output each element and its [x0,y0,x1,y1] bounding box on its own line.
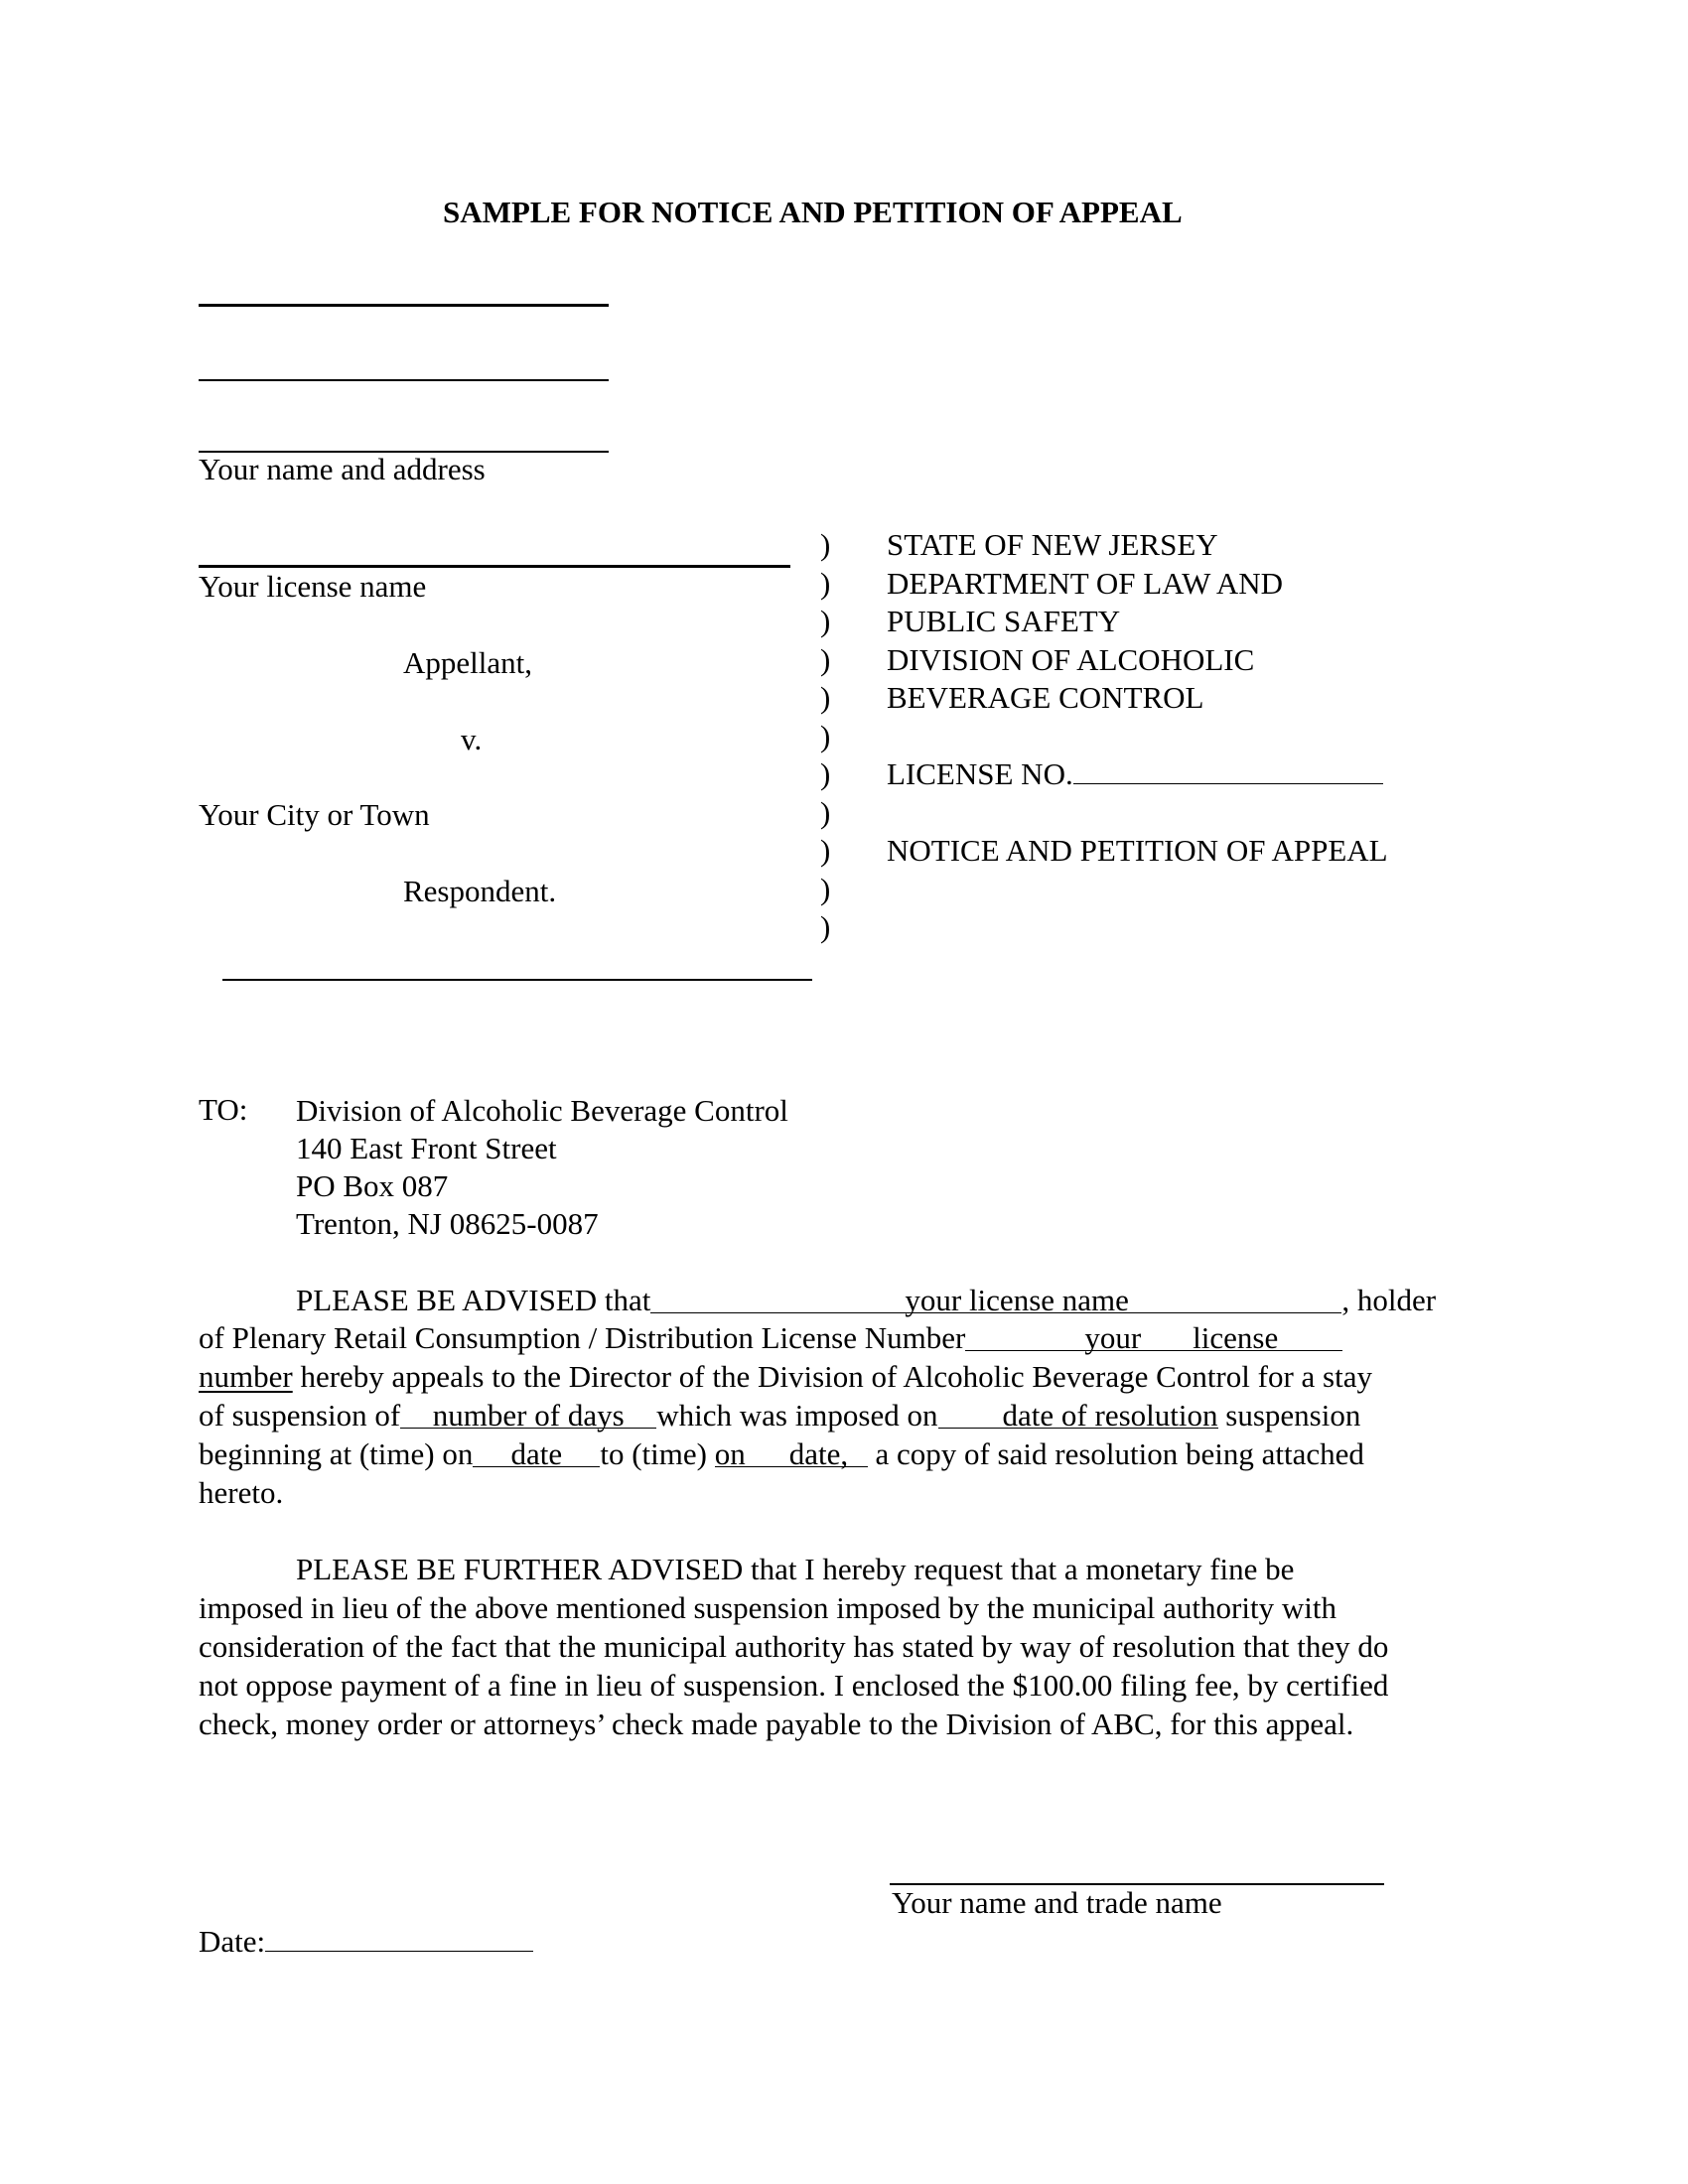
recipient-address [296,1092,788,1243]
license-name-label: Your license name [199,569,427,604]
blank-text: your license name [905,1283,1129,1317]
license-no-field[interactable] [1073,755,1383,784]
text: of suspension of [199,1398,401,1433]
blank-text: date [510,1436,563,1471]
paragraph-2-line-1: PLEASE BE FURTHER ADVISED that I hereby request that a monetary fine be [296,1552,1295,1586]
blank-text: your [1084,1320,1142,1355]
date-field[interactable] [265,1925,533,1952]
license-number-blank[interactable] [965,1320,1342,1355]
paragraph-1-line-4 [199,1398,1360,1433]
date-label: Date: [199,1924,266,1959]
text: to (time) [600,1436,715,1471]
text: hereby appeals to the Director of the Division of Alcoholic Beverage Control for a stay [292,1359,1372,1394]
paren: ) [820,527,831,562]
blank-text: date, [788,1436,849,1471]
signature-label: Your name and trade name [892,1885,1222,1920]
address-label: Your name and address [199,452,486,486]
appellant-label: Appellant, [403,645,532,680]
paren: ) [820,565,831,601]
notice-title: NOTICE AND PETITION OF APPEAL [887,833,1388,868]
caption-parentheses [820,526,840,947]
court-line: BEVERAGE CONTROL [887,680,1204,715]
versus-label: v. [461,722,483,756]
court-heading [887,526,1388,871]
paren: ) [820,871,831,906]
paren: ) [820,718,831,753]
start-date-blank[interactable] [473,1436,600,1471]
address-line-1[interactable] [199,304,609,307]
blank-text: date of resolution [1002,1398,1218,1433]
court-line: DIVISION OF ALCOHOLIC [887,641,1255,677]
license-name-line[interactable] [199,565,790,568]
license-no-row [887,755,1388,794]
paren: ) [820,794,831,830]
address-line: Trenton, NJ 08625-0087 [296,1206,599,1241]
court-line: STATE OF NEW JERSEY [887,527,1218,562]
text: which was imposed on [656,1398,938,1433]
address-line: PO Box 087 [296,1168,449,1203]
paragraph-1-line-3 [199,1359,1372,1395]
days-blank[interactable] [400,1398,656,1433]
respondent-label: Respondent. [403,874,557,908]
blank-text: on [714,1436,746,1471]
license-number-blank-end[interactable]: number [199,1359,293,1394]
court-line: DEPARTMENT OF LAW AND [887,565,1283,601]
text: beginning at (time) on [199,1436,474,1471]
resolution-date-blank[interactable] [938,1398,1218,1433]
document-title: SAMPLE FOR NOTICE AND PETITION OF APPEAL [443,195,1183,229]
text: suspension [1217,1398,1361,1433]
text: , holder [1341,1283,1437,1317]
paragraph-2-line-3: consideration of the fact that the municipal authority has stated by way of resolution that they do [199,1629,1389,1664]
license-name-blank[interactable] [650,1283,1341,1317]
paragraph-1-line-1 [296,1283,1436,1318]
blank-text: number of days [432,1398,625,1433]
paren: ) [820,604,831,638]
address-line: 140 East Front Street [296,1131,557,1165]
paren: ) [820,756,831,791]
court-line: PUBLIC SAFETY [887,604,1121,638]
text: a copy of said resolution being attached [867,1436,1364,1471]
paragraph-2-line-2: imposed in lieu of the above mentioned suspension imposed by the municipal authority with [199,1590,1336,1625]
paragraph-1-line-5 [199,1436,1364,1472]
date-row [199,1924,533,1960]
paragraph-2-line-4: not oppose payment of a fine in lieu of suspension. I enclosed the $100.00 filing fee, by certified [199,1668,1389,1703]
to-label: TO: [199,1092,248,1127]
paren: ) [820,680,831,715]
city-label: Your City or Town [199,797,430,832]
paragraph-1-line-2 [199,1320,1342,1356]
paren: ) [820,909,831,944]
license-no-label: LICENSE NO. [887,756,1073,791]
paren: ) [820,641,831,677]
address-line-2[interactable] [199,379,609,381]
paragraph-2-line-5: check, money order or attorneys’ check made payable to the Division of ABC, for this appeal. [199,1706,1354,1741]
blank-text: license [1193,1320,1279,1355]
address-line: Division of Alcoholic Beverage Control [296,1093,788,1128]
paragraph-1-line-6: hereto. [199,1475,284,1510]
paren: ) [820,833,831,868]
caption-bottom-line [222,979,812,981]
text: of Plenary Retail Consumption / Distribution License Number [199,1320,966,1355]
end-date-blank[interactable] [714,1436,868,1471]
text: PLEASE BE ADVISED that [296,1283,651,1317]
